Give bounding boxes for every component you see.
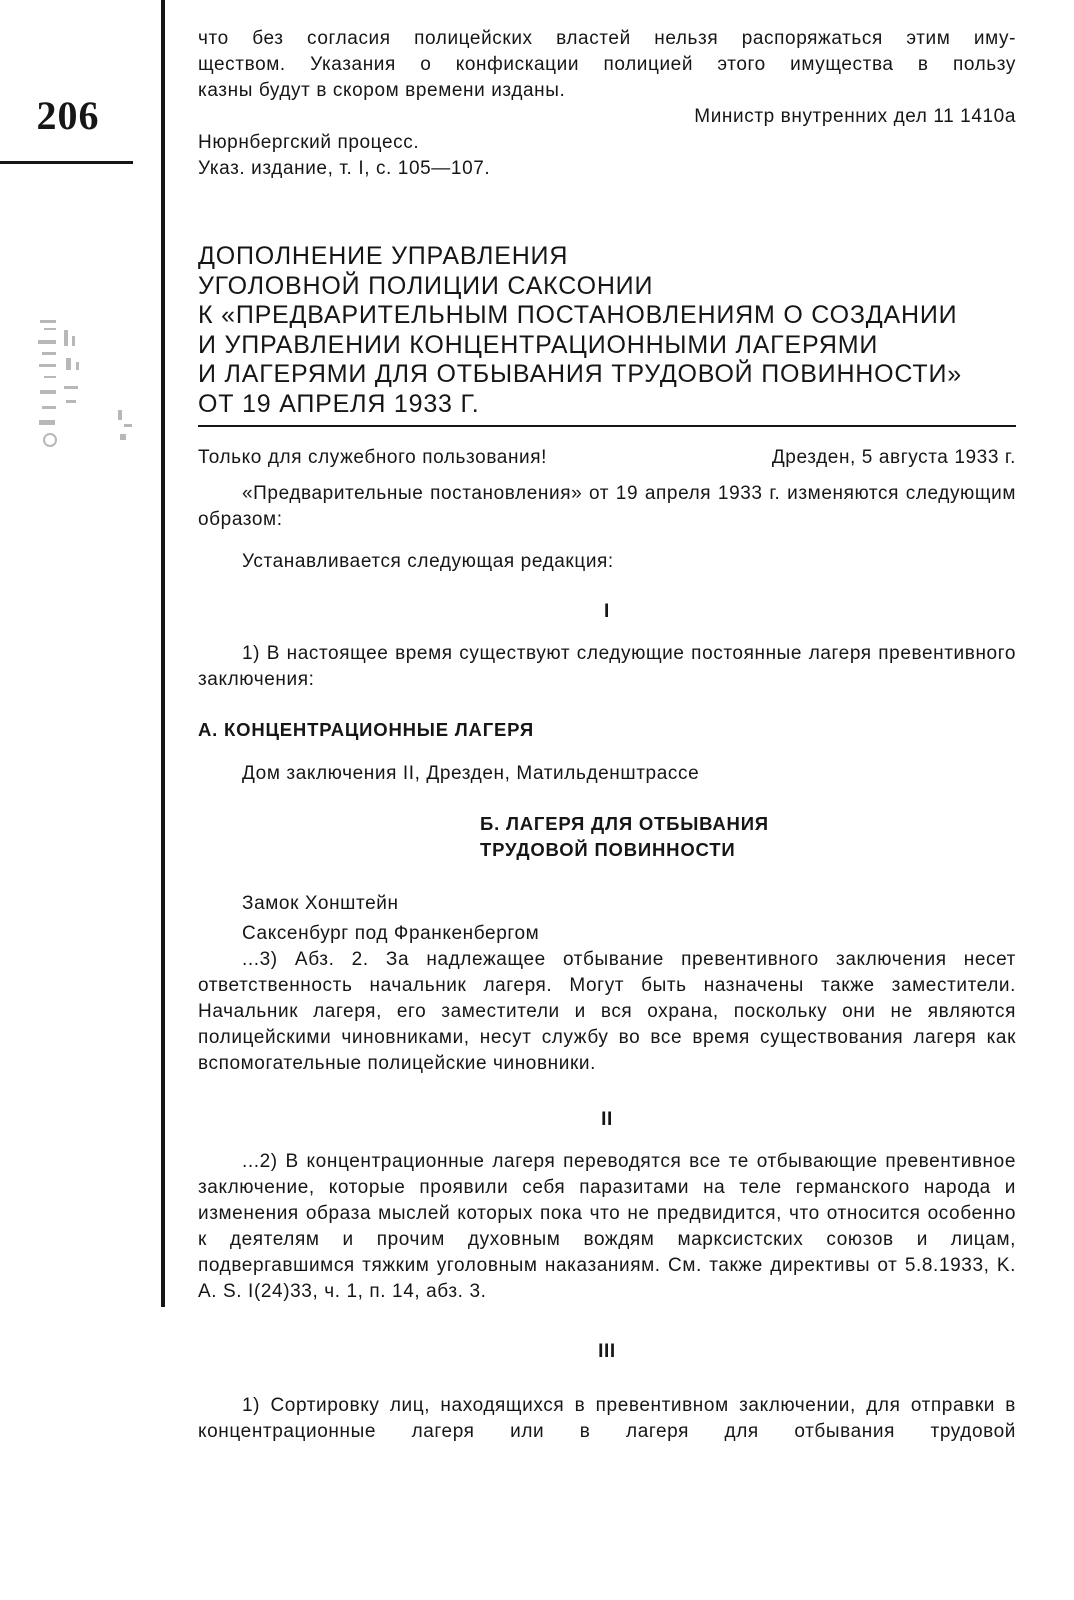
title-line: ОТ 19 АПРЕЛЯ 1933 Г. xyxy=(198,389,480,418)
title-line: И ЛАГЕРЯМИ ДЛЯ ОТБЫВАНИЯ ТРУДОВОЙ ПОВИННОСТИ» xyxy=(198,360,962,388)
title-line: И УПРАВЛЕНИИ КОНЦЕНТРАЦИОННЫМИ ЛАГЕРЯМИ xyxy=(198,330,879,359)
prev-doc-line-1: что без согласия полицейских властей нельзя распоряжаться этим иму- xyxy=(198,28,1016,49)
section-number-3: III xyxy=(598,1341,616,1362)
prev-doc-signature: Министр внутренних дел 11 1410а xyxy=(694,106,1016,127)
document-title xyxy=(198,242,1016,419)
heading-labor-camps xyxy=(480,811,1016,863)
heading-labor-camps-line-2: ТРУДОВОЙ ПОВИННОСТИ xyxy=(480,839,736,860)
page-content xyxy=(198,26,1016,1445)
section-1-paragraph-1: 1) В настоящее время существуют следующие постоянные лагеря превентивного заключения: xyxy=(198,643,1016,690)
classification-label: Только для служебного пользования! xyxy=(198,447,548,468)
intro-paragraph: «Предварительные постановления» от 19 апреля 1933 г. изменяются следующим образом: xyxy=(198,483,1016,530)
title-divider xyxy=(198,425,1016,427)
title-line: К «ПРЕДВАРИТЕЛЬНЫМ ПОСТАНОВЛЕНИЯМ О СОЗДАНИИ xyxy=(198,301,958,329)
source-citation-1: Нюрнбергский процесс. xyxy=(198,132,420,153)
camp-item: Дом заключения II, Дрезден, Матильденштрассе xyxy=(242,763,700,784)
section-number-2: II xyxy=(601,1109,613,1130)
camp-item: Саксенбург под Франкенбергом xyxy=(242,923,540,944)
title-line: ДОПОЛНЕНИЕ УПРАВЛЕНИЯ xyxy=(198,242,569,270)
camp-item: Замок Хонштейн xyxy=(242,893,399,914)
heading-labor-camps-line-1: Б. ЛАГЕРЯ ДЛЯ ОТБЫВАНИЯ xyxy=(480,813,769,834)
section-number-1: I xyxy=(604,601,610,622)
section-2-paragraph-2: ...2) В концентрационные лагеря переводятся все те отбывающие превентивное заключение, которые проявили себя паразитами на теле германского народа и изменения образа мыслей которых пока что не предвидится, что относится особенно к деятелям и прочим духовным вождям марксистских союзов и лицам, подвергавшимся тяжким уголовным наказаниям. См. также директивы от 5.8.1933, K. A. S. I(24)33, ч. 1, п. 14, абз. 3. xyxy=(198,1151,1016,1302)
new-wording-line: Устанавливается следующая редакция: xyxy=(242,551,614,572)
document-meta xyxy=(198,445,1016,471)
page-number: 206 xyxy=(36,93,100,138)
section-3-paragraph-1: 1) Сортировку лиц, находящихся в превентивном заключении, для отправки в концентрационные лагеря или в лагеря для отбывания трудовой xyxy=(198,1395,1016,1442)
library-stamp xyxy=(36,300,136,460)
place-date: Дрезден, 5 августа 1933 г. xyxy=(771,447,1016,468)
section-1-paragraph-3: ...3) Абз. 2. За надлежащее отбывание превентивного заключения несет ответственность начальник лагеря. Могут быть назначены также заместители. Начальник лагеря, его заместители и вся охрана, поскольку они не являются полицейскими чиновниками, несут службу во все время существования лагеря как вспомогательные полицейские чиновники. xyxy=(198,949,1016,1074)
prev-doc-line-2: ществом. Указания о конфискации полицией этого имущества в пользу xyxy=(198,54,1016,75)
title-line: УГОЛОВНОЙ ПОЛИЦИИ САКСОНИИ xyxy=(198,271,654,300)
page-number-rule xyxy=(0,161,133,164)
source-citation-2: Указ. издание, т. I, с. 105—107. xyxy=(198,158,491,179)
heading-concentration-camps: А. КОНЦЕНТРАЦИОННЫЕ ЛАГЕРЯ xyxy=(198,719,534,740)
margin-vertical-rule xyxy=(161,0,165,1307)
prev-doc-line-3: казны будут в скором времени изданы. xyxy=(198,80,566,101)
